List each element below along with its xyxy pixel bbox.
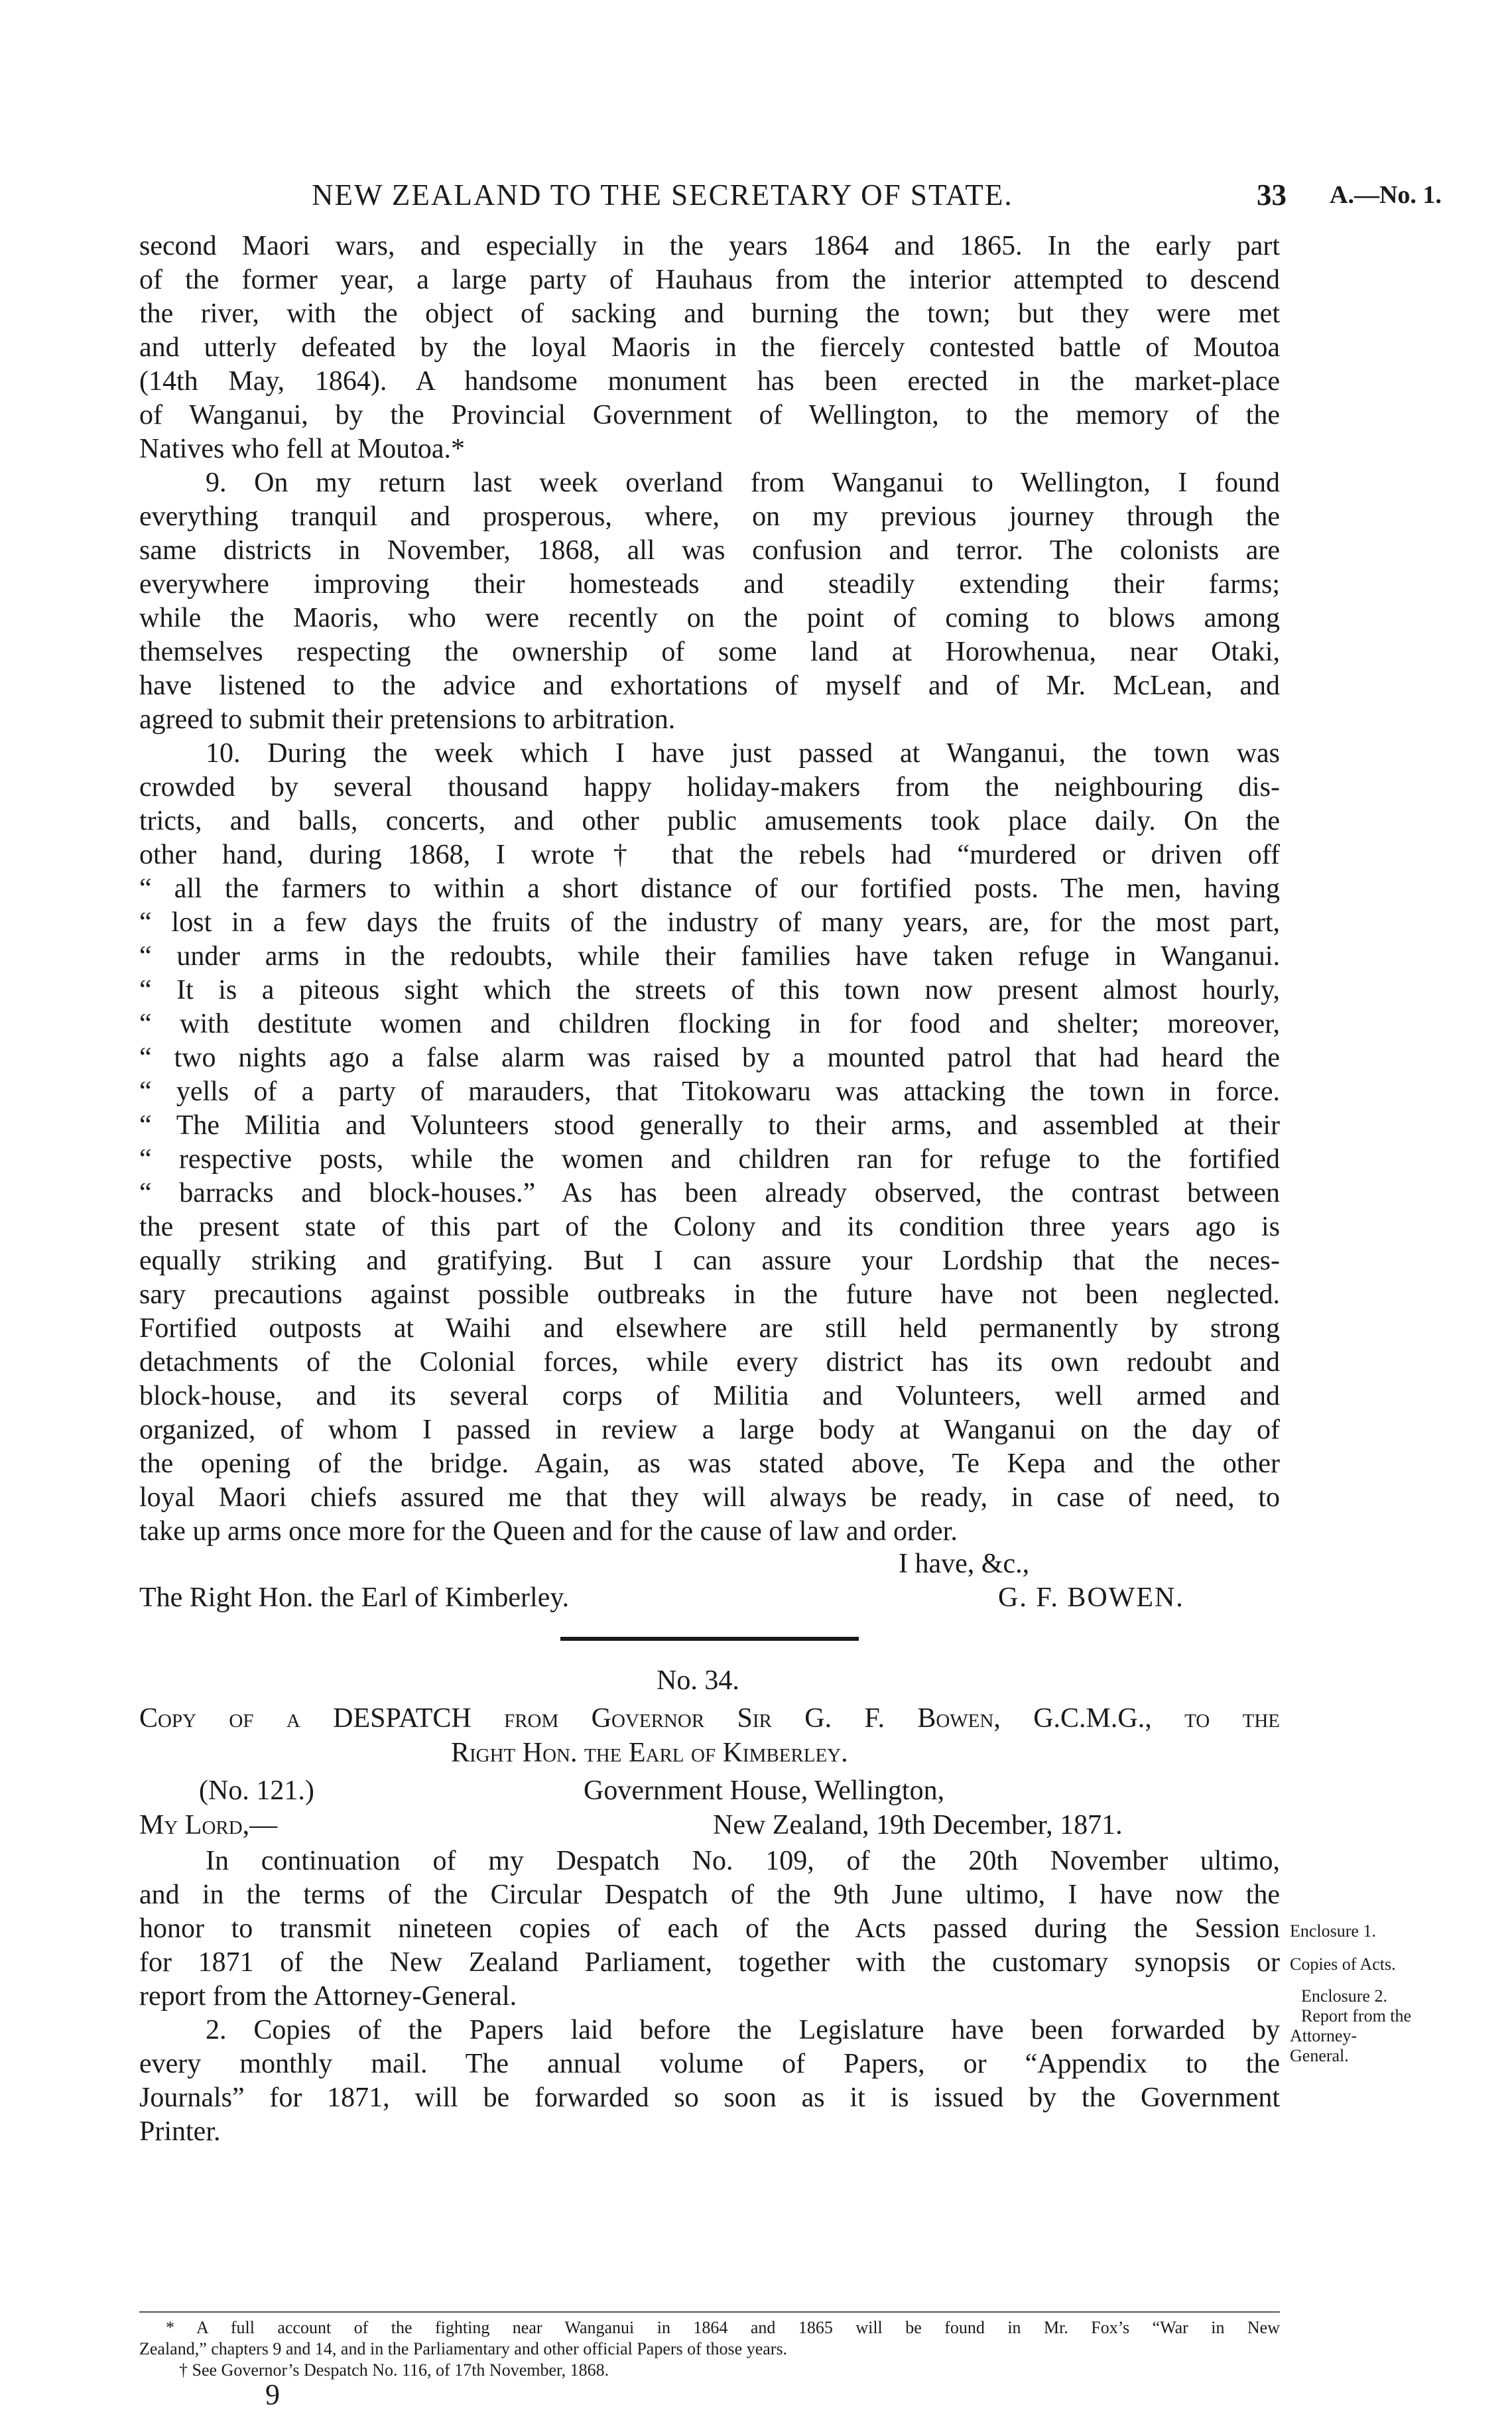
sidenote-enclosure-2: Enclosure 2. [1301, 1986, 1387, 2006]
despatch-line: honor to transmit nineteen copies of each of the Acts passed during the Session [139, 1913, 1280, 1944]
addressee: The Right Hon. the Earl of Kimberley. [139, 1582, 570, 1613]
despatch-title-recipient: Right Hon. the Earl of Kimberley. [451, 1738, 848, 1768]
despatch-line: report from the Attorney-General. [139, 1981, 517, 2012]
body-line: (14th May, 1864). A handsome monument has been erected in the market-place [139, 366, 1280, 397]
body-line: everything tranquil and prosperous, where, on my previous journey through the [139, 501, 1280, 532]
sidenote-attorney: Attorney- [1290, 2026, 1357, 2045]
body-line: “ barracks and block-houses.” As has been already observed, the contrast between [139, 1178, 1280, 1208]
body-line: “ yells of a party of marauders, that Titokowaru was attacking the town in force. [139, 1076, 1280, 1107]
footnote-rule [139, 2311, 1280, 2313]
footnote-2: † See Governor’s Despatch No. 116, of 17th November, 1868. [179, 2360, 609, 2380]
body-line: and utterly defeated by the loyal Maoris in the fiercely contested battle of Moutoa [139, 332, 1280, 363]
body-line: the present state of this part of the Colony and its condition three years ago is [139, 1212, 1280, 1242]
body-line: equally striking and gratifying. But I can assure your Lordship that the neces- [139, 1246, 1280, 1276]
body-line: have listened to the advice and exhortations of myself and of Mr. McLean, and [139, 671, 1280, 701]
body-line: of Wanganui, by the Provincial Government of Wellington, to the memory of the [139, 400, 1280, 430]
sidenote-report-from: Report from the [1301, 2006, 1412, 2025]
despatch-greeting: My Lord,— [139, 1810, 278, 1840]
body-line: 10. During the week which I have just passed at Wanganui, the town was [206, 738, 1280, 769]
despatch-line: Journals” for 1871, will be forwarded so soon as it is issued by the Government [139, 2083, 1280, 2113]
body-line: loyal Maori chiefs assured me that they will always be ready, in case of need, to [139, 1482, 1280, 1513]
body-line: same districts in November, 1868, all was confusion and terror. The colonists are [139, 535, 1280, 566]
despatch-line: every monthly mail. The annual volume of Papers, or “Appendix to the [139, 2049, 1280, 2079]
signature-mark: 9 [265, 2378, 280, 2411]
body-line: themselves respecting the ownership of some land at Horowhenua, near Otaki, [139, 637, 1280, 667]
body-line: “ with destitute women and children flocking in for food and shelter; moreover, [139, 1009, 1280, 1039]
sidenote-enclosure-1: Enclosure 1. [1290, 1921, 1376, 1941]
body-line: “ all the farmers to within a short distance of our fortified posts. The men, having [139, 873, 1280, 904]
body-line: sary precautions against possible outbreaks in the future have not been neglected. [139, 1279, 1280, 1310]
despatch-line: and in the terms of the Circular Despatch of the 9th June ultimo, I have now the [139, 1880, 1280, 1910]
page-number: 33 [1257, 178, 1287, 212]
body-line: agreed to submit their pretensions to arbitration. [139, 704, 676, 735]
body-line: the opening of the bridge. Again, as was stated above, Te Kepa and the other [139, 1448, 1280, 1479]
despatch-title: Copy of a DESPATCH from Governor Sir G. F. Bowen, G.C.M.G., to the [139, 1703, 1280, 1734]
body-line: “ The Militia and Volunteers stood generally to their arms, and assembled at their [139, 1110, 1280, 1141]
closing-salutation: I have, &c., [899, 1549, 1030, 1579]
despatch-address: Government House, Wellington, [584, 1775, 945, 1806]
signature: G. F. BOWEN. [998, 1582, 1184, 1613]
despatch-line: In continuation of my Despatch No. 109, of the 20th November ultimo, [206, 1846, 1280, 1876]
body-line: “ two nights ago a false alarm was raised by a mounted patrol that had heard the [139, 1043, 1280, 1073]
despatch-ref-number: (No. 121.) [199, 1775, 314, 1806]
body-line: second Maori wars, and especially in the years 1864 and 1865. In the early part [139, 231, 1280, 261]
body-line: “ under arms in the redoubts, while their families have taken refuge in Wanganui. [139, 941, 1280, 972]
despatch-line: for 1871 of the New Zealand Parliament, together with the customary synopsis or [139, 1947, 1280, 1978]
despatch-date: New Zealand, 19th December, 1871. [713, 1810, 1123, 1840]
body-line: “ respective posts, while the women and children ran for refuge to the fortified [139, 1144, 1280, 1175]
body-line: 9. On my return last week overland from Wanganui to Wellington, I found [206, 468, 1280, 498]
body-line: block-house, and its several corps of Militia and Volunteers, well armed and [139, 1381, 1280, 1411]
despatch-line: Printer. [139, 2116, 221, 2147]
body-line: Fortified outposts at Waihi and elsewhere are still held permanently by strong [139, 1313, 1280, 1344]
despatch-number: No. 34. [657, 1665, 739, 1696]
footnote-1: * A full account of the fighting near Wanganui in 1864 and 1865 will be found in Mr. Fox’s “War in New [166, 2318, 1280, 2337]
sidenote-general: General. [1290, 2046, 1349, 2065]
body-line: the river, with the object of sacking and burning the town; but they were met [139, 298, 1280, 329]
paper-reference: A.—No. 1. [1330, 181, 1442, 209]
sidenote-copies-of-acts: Copies of Acts. [1290, 1955, 1396, 1974]
body-line: “ It is a piteous sight which the streets of this town now present almost hourly, [139, 975, 1280, 1005]
body-line: everywhere improving their homesteads and steadily extending their farms; [139, 569, 1280, 600]
section-divider [560, 1637, 859, 1641]
footnote-1-cont: Zealand,” chapters 9 and 14, and in the Parliamentary and other official Papers of those years. [139, 2339, 788, 2358]
body-line: detachments of the Colonial forces, while every district has its own redoubt and [139, 1347, 1280, 1378]
body-line: other hand, during 1868, I wrote† that the rebels had “murdered or driven off [139, 840, 1280, 870]
body-line: take up arms once more for the Queen and for the cause of law and order. [139, 1516, 958, 1547]
body-line: organized, of whom I passed in review a large body at Wanganui on the day of [139, 1415, 1280, 1445]
despatch-line: 2. Copies of the Papers laid before the Legislature have been forwarded by [206, 2015, 1280, 2045]
body-line: Natives who fell at Moutoa.* [139, 434, 466, 464]
body-line: crowded by several thousand happy holiday-makers from the neighbouring dis- [139, 772, 1280, 802]
body-line: “ lost in a few days the fruits of the industry of many years, are, for the most part, [139, 907, 1280, 938]
body-line: tricts, and balls, concerts, and other public amusements took place daily. On the [139, 806, 1280, 836]
body-line: of the former year, a large party of Hauhaus from the interior attempted to descend [139, 265, 1280, 295]
running-header-title: NEW ZEALAND TO THE SECRETARY OF STATE. [312, 178, 1013, 212]
body-line: while the Maoris, who were recently on the point of coming to blows among [139, 603, 1280, 633]
